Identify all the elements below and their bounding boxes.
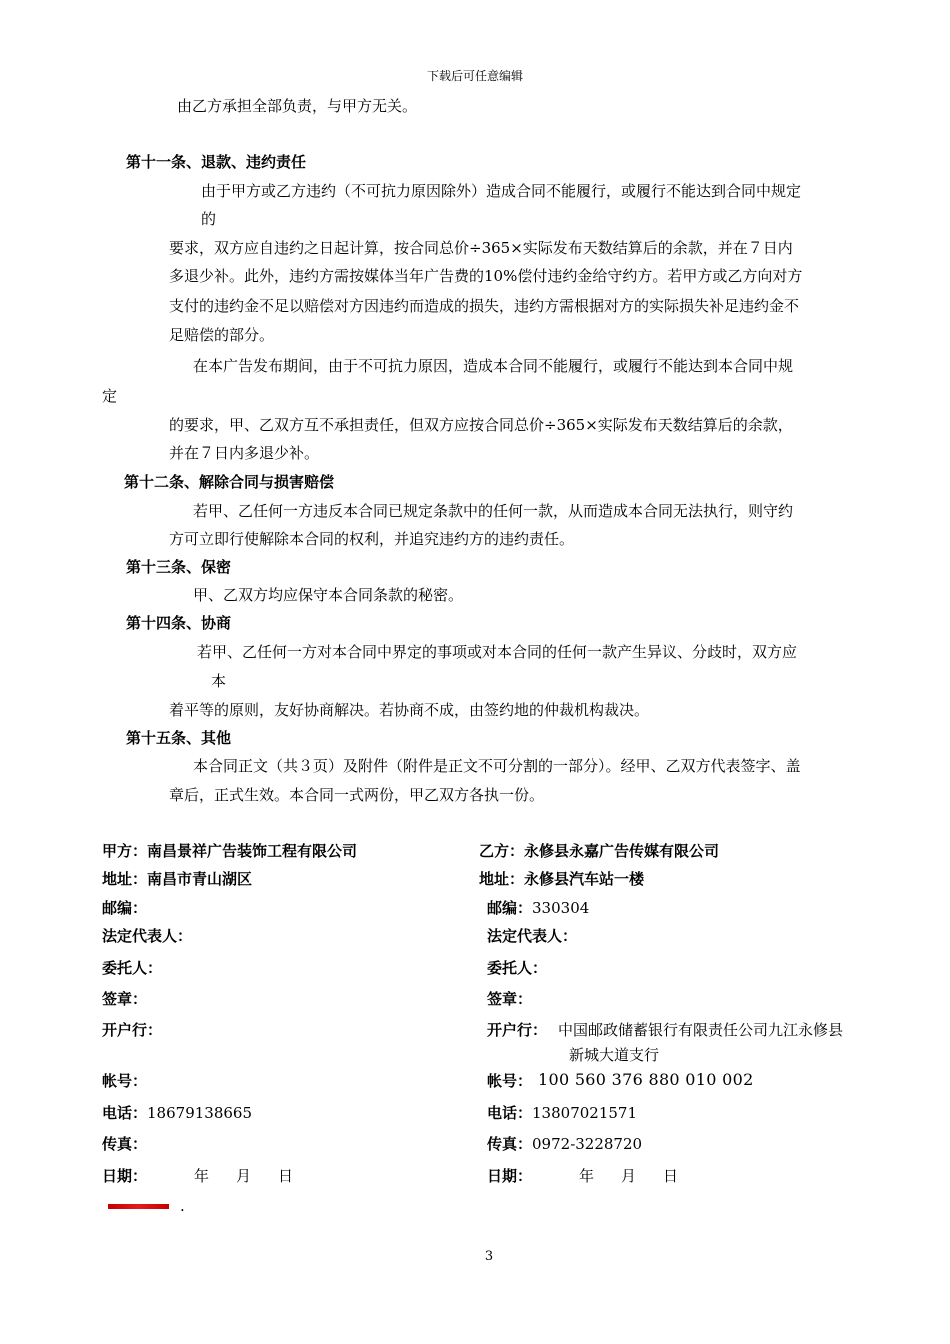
party-b-postcode: 邮编：330304 [487, 899, 590, 917]
party-b-date-day: 日 [663, 1167, 679, 1185]
red-accent-bar [108, 1204, 169, 1209]
body-line: 着平等的原则，友好协商解决。若协商不成，由签约地的仲裁机构裁决。 [169, 701, 650, 719]
body-line: 若甲、乙任何一方违反本合同已规定条款中的任何一款，从而造成本合同无法执行，则守约 [193, 502, 794, 520]
party-b-seal: 签章： [487, 990, 533, 1008]
party-a-seal: 签章： [102, 990, 148, 1008]
party-a-address: 地址：南昌市青山湖区 [102, 870, 253, 888]
party-b-representative: 法定代表人： [487, 927, 578, 945]
party-b-fax: 传真：0972-3228720 [487, 1135, 643, 1153]
body-line: 甲、乙双方均应保守本合同条款的秘密。 [193, 586, 464, 604]
party-b-phone: 电话：13807021571 [487, 1104, 637, 1122]
party-a-date: 日期： [102, 1167, 148, 1185]
body-line: 方可立即行使解除本合同的权利，并追究违约方的违约责任。 [169, 530, 575, 548]
body-line: 本合同正文（共３页）及附件（附件是正文不可分割的一部分）。经甲、乙双方代表签字、盖 [193, 757, 801, 775]
party-b-date: 日期： [487, 1167, 533, 1185]
body-line: 的要求，甲、乙双方互不承担责任，但双方应按合同总价÷365×实际发布天数结算后的余款， [169, 416, 793, 434]
body-line: 由乙方承担全部负责，与甲方无关。 [177, 97, 418, 115]
body-line: 章后，正式生效。本合同一式两份，甲乙双方各执一份。 [169, 786, 545, 804]
body-line: 要求，双方应自违约之日起计算，按合同总价÷365×实际发布天数结算后的余款，并在７日内 [169, 239, 793, 257]
party-a-bank: 开户行： [102, 1021, 163, 1039]
party-b-name: 乙方：永修县永嘉广告传媒有限公司 [479, 842, 720, 860]
body-line: 由于甲方或乙方违约（不可抗力原因除外）造成合同不能履行，或履行不能达到合同中规定 [201, 182, 802, 200]
party-b-date-month: 月 [621, 1167, 637, 1185]
body-line: 的 [201, 210, 217, 228]
section-title-14: 第十四条、协商 [126, 614, 232, 632]
party-a-date-month: 月 [236, 1167, 252, 1185]
section-title-15: 第十五条、其他 [126, 729, 232, 747]
party-a-representative: 法定代表人： [102, 927, 193, 945]
body-line: 足赔偿的部分。 [169, 326, 275, 344]
page-header: 下载后可任意编辑 [426, 69, 523, 83]
body-line: 定 [102, 387, 118, 405]
party-b-account: 帐号： [487, 1072, 533, 1090]
party-a-fax: 传真： [102, 1135, 148, 1153]
body-line: 在本广告发布期间，由于不可抗力原因，造成本合同不能履行，或履行不能达到本合同中规 [193, 357, 794, 375]
party-b-bank-line1: 中国邮政储蓄银行有限责任公司九江永修县 [558, 1021, 844, 1039]
party-a-postcode: 邮编： [102, 899, 148, 917]
party-a-phone: 电话：18679138665 [102, 1104, 252, 1122]
party-b-account-number: 100 560 376 880 010 002 [538, 1070, 754, 1089]
party-a-account: 帐号： [102, 1072, 148, 1090]
body-line: 本 [211, 672, 227, 690]
page-number: 3 [484, 1249, 494, 1264]
party-b-bank-line2: 新城大道支行 [569, 1046, 660, 1064]
party-a-name: 甲方：南昌景祥广告装饰工程有限公司 [102, 842, 358, 860]
party-a-agent: 委托人： [102, 959, 163, 977]
footer-dot: . [180, 1197, 185, 1215]
party-b-date-year: 年 [579, 1167, 595, 1185]
section-title-11: 第十一条、退款、违约责任 [126, 153, 307, 171]
party-b-address: 地址：永修县汽车站一楼 [479, 870, 645, 888]
party-a-date-day: 日 [278, 1167, 294, 1185]
body-line: 支付的违约金不足以赔偿对方因违约而造成的损失，违约方需根据对方的实际损失补足违约金不 [169, 297, 800, 315]
party-b-agent: 委托人： [487, 959, 548, 977]
section-title-13: 第十三条、保密 [126, 558, 232, 576]
body-line: 多退少补。此外，违约方需按媒体当年广告费的10%偿付违约金给守约方。若甲方或乙方向对方 [169, 267, 803, 285]
section-title-12: 第十二条、解除合同与损害赔偿 [124, 473, 335, 491]
party-a-date-year: 年 [194, 1167, 210, 1185]
party-b-bank-label: 开户行： [487, 1021, 548, 1039]
body-line: 并在７日内多退少补。 [169, 444, 320, 462]
body-line: 若甲、乙任何一方对本合同中界定的事项或对本合同的任何一款产生异议、分歧时，双方应 [197, 643, 798, 661]
